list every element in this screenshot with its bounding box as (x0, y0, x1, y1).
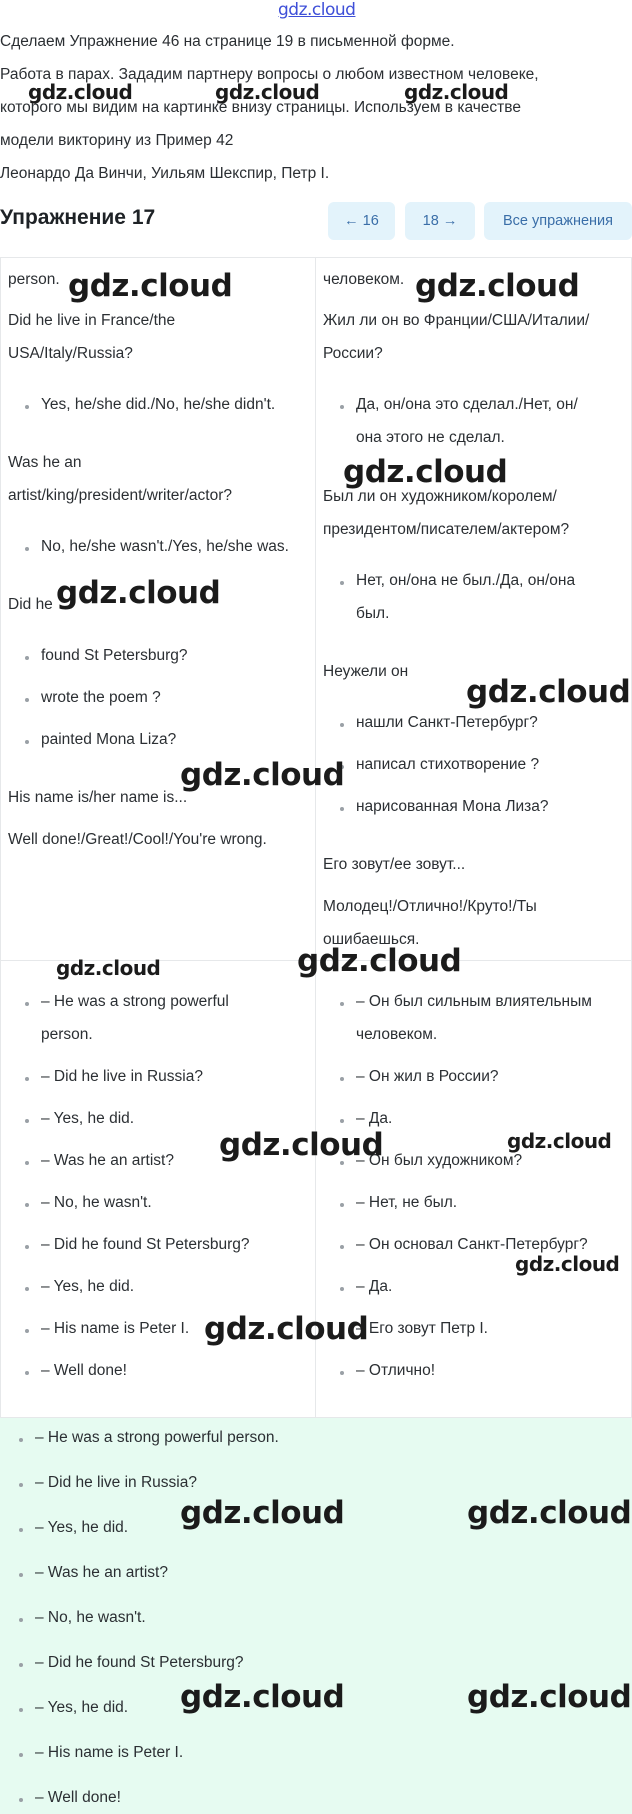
watermark: gdz.cloud (467, 1495, 632, 1531)
table1-line: она этого не сделал. (356, 429, 505, 446)
bullet-icon (340, 1203, 344, 1207)
bullet-icon (25, 698, 29, 702)
table2-line: – No, he wasn't. (41, 1194, 152, 1211)
table1-line: Did he (8, 596, 53, 613)
table1-line: Жил ли он во Франции/США/Италии/ (323, 312, 590, 329)
bullet-icon (340, 1077, 344, 1081)
bullet-icon (340, 1371, 344, 1375)
watermark: gdz.cloud (215, 80, 320, 104)
watermark: gdz.cloud (180, 757, 345, 793)
bullet-icon (25, 740, 29, 744)
answer-line: – Did he found St Petersburg? (35, 1654, 244, 1671)
watermark: gdz.cloud (467, 1679, 632, 1715)
watermark: gdz.cloud (28, 80, 133, 104)
answer-line: – Yes, he did. (35, 1519, 129, 1536)
table2-line: – Нет, не был. (356, 1194, 458, 1211)
table2-line: – Да. (356, 1278, 393, 1295)
bullet-icon (19, 1618, 23, 1622)
bullet-icon (340, 1119, 344, 1123)
answer-line: – Yes, he did. (35, 1699, 129, 1716)
bullet-icon (25, 1077, 29, 1081)
table1-line: человеком. (323, 271, 405, 288)
watermark: gdz.cloud (180, 1495, 345, 1531)
table1-line: artist/king/president/writer/actor? (8, 487, 232, 504)
bullet-icon (340, 1245, 344, 1249)
watermark: gdz.cloud (56, 575, 221, 611)
table1-line: написал стихотворение ? (356, 756, 540, 773)
bullet-icon (25, 656, 29, 660)
bullet-icon (340, 1287, 344, 1291)
table2-line: – Да. (356, 1110, 393, 1127)
table1-line: нарисованная Мона Лиза? (356, 798, 549, 815)
bullet-icon (25, 1329, 29, 1333)
table1-line: Молодец!/Отлично!/Круто!/Ты (323, 898, 537, 915)
watermark: gdz.cloud (515, 1252, 620, 1276)
table2-line: – He was a strong powerful (41, 993, 229, 1010)
table2-line: – Well done! (41, 1362, 127, 1379)
table1-line: Был ли он художником/королем/ (323, 488, 557, 505)
table2-line: – Он жил в России? (356, 1068, 499, 1085)
bullet-icon (19, 1753, 23, 1757)
bullet-icon (25, 1245, 29, 1249)
table1-line: No, he/she wasn't./Yes, he/she was. (41, 538, 289, 555)
table2-line: – Yes, he did. (41, 1278, 135, 1295)
table1-line: Нет, он/она не был./Да, он/она (356, 572, 576, 589)
table1-line: Его зовут/ее зовут... (323, 856, 466, 873)
intro-line: модели викторину из Пример 42 (0, 132, 234, 149)
bullet-icon (340, 1002, 344, 1006)
table1-line: Was he an (8, 454, 82, 471)
watermark: gdz.cloud (466, 674, 631, 710)
table2-line: – Отлично! (356, 1362, 436, 1379)
intro-text (0, 25, 632, 190)
table2-line: – Did he live in Russia? (41, 1068, 203, 1085)
table1-line: Well done!/Great!/Cool!/You're wrong. (8, 831, 267, 848)
watermark: gdz.cloud (297, 943, 462, 979)
watermark: gdz.cloud (415, 268, 580, 304)
answer-line: – His name is Peter I. (35, 1744, 184, 1761)
bullet-icon (19, 1663, 23, 1667)
bullet-icon (340, 807, 344, 811)
bullet-icon (25, 405, 29, 409)
table2-line: – Was he an artist? (41, 1152, 174, 1169)
prev-exercise-button[interactable]: ← 16 (328, 202, 395, 240)
intro-line: Работа в парах. Зададим партнеру вопросы о любом известном человеке, (0, 66, 539, 83)
table2-line: – His name is Peter I. (41, 1320, 190, 1337)
table2-line: – Он был художником? (356, 1152, 523, 1169)
watermark: gdz.cloud (507, 1129, 612, 1153)
watermark: gdz.cloud (204, 1311, 369, 1347)
watermark: gdz.cloud (68, 268, 233, 304)
bullet-icon (25, 547, 29, 551)
watermark-top: gdz.cloud (278, 0, 356, 20)
bullet-icon (19, 1438, 23, 1442)
table1-line: His name is/her name is... (8, 789, 188, 806)
bullet-icon (25, 1161, 29, 1165)
table1-line: Неужели он (323, 663, 409, 680)
answer-block (0, 1418, 632, 1814)
bullet-icon (19, 1573, 23, 1577)
bullet-icon (25, 1203, 29, 1207)
table1-line: ошибаешься. (323, 931, 420, 948)
answer-line: – He was a strong powerful person. (35, 1429, 279, 1446)
table2-line: – Yes, he did. (41, 1110, 135, 1127)
answer-line: – No, he wasn't. (35, 1609, 146, 1626)
table1-line: found St Petersburg? (41, 647, 188, 664)
intro-line: которого мы видим на картинке внизу страницы. Используем в качестве (0, 99, 521, 116)
table2-line: – Он был сильным влиятельным (356, 993, 592, 1010)
bullet-icon (25, 1287, 29, 1291)
bullet-icon (25, 1371, 29, 1375)
table1-line: Yes, he/she did./No, he/she didn't. (41, 396, 276, 413)
answer-line: – Well done! (35, 1789, 121, 1806)
next-exercise-button[interactable]: 18 → (405, 202, 475, 240)
watermark: gdz.cloud (343, 454, 508, 490)
watermark: gdz.cloud (404, 80, 509, 104)
table1-line: президентом/писателем/актером? (323, 521, 570, 538)
table1-line: Да, он/она это сделал./Нет, он/ (356, 396, 578, 413)
answer-line: – Did he live in Russia? (35, 1474, 197, 1491)
bullet-icon (19, 1483, 23, 1487)
bullet-icon (340, 581, 344, 585)
bullet-icon (340, 723, 344, 727)
bullet-icon (25, 1002, 29, 1006)
table1-line: был. (356, 605, 390, 622)
table1-line: России? (323, 345, 383, 362)
watermark: gdz.cloud (180, 1679, 345, 1715)
table2-line: – Did he found St Petersburg? (41, 1236, 250, 1253)
bullet-icon (340, 405, 344, 409)
table1-line: person. (8, 271, 60, 288)
intro-line: Леонардо Да Винчи, Уильям Шекспир, Петр I. (0, 165, 330, 182)
bullet-icon (19, 1708, 23, 1712)
table2-line: – Он основал Санкт-Петербург? (356, 1236, 588, 1253)
answer-line: – Was he an artist? (35, 1564, 168, 1581)
watermark: gdz.cloud (219, 1127, 384, 1163)
table2-line: – Его зовут Петр I. (356, 1320, 488, 1337)
table1-line: wrote the poem ? (41, 689, 161, 706)
bullet-icon (19, 1528, 23, 1532)
table2-line: person. (41, 1026, 93, 1043)
intro-line: Сделаем Упражнение 46 на странице 19 в письменной форме. (0, 33, 455, 50)
table1-line: Did he live in France/the (8, 312, 176, 329)
bullet-icon (19, 1798, 23, 1802)
exercise-title: Упражнение 17 (0, 206, 156, 229)
table1-line: painted Mona Liza? (41, 731, 177, 748)
watermark: gdz.cloud (56, 956, 161, 980)
all-exercises-button[interactable]: Все упражнения (484, 202, 632, 240)
table1-line: USA/Italy/Russia? (8, 345, 133, 362)
bullet-icon (25, 1119, 29, 1123)
table2-line: человеком. (356, 1026, 438, 1043)
table1-line: нашли Санкт-Петербург? (356, 714, 538, 731)
